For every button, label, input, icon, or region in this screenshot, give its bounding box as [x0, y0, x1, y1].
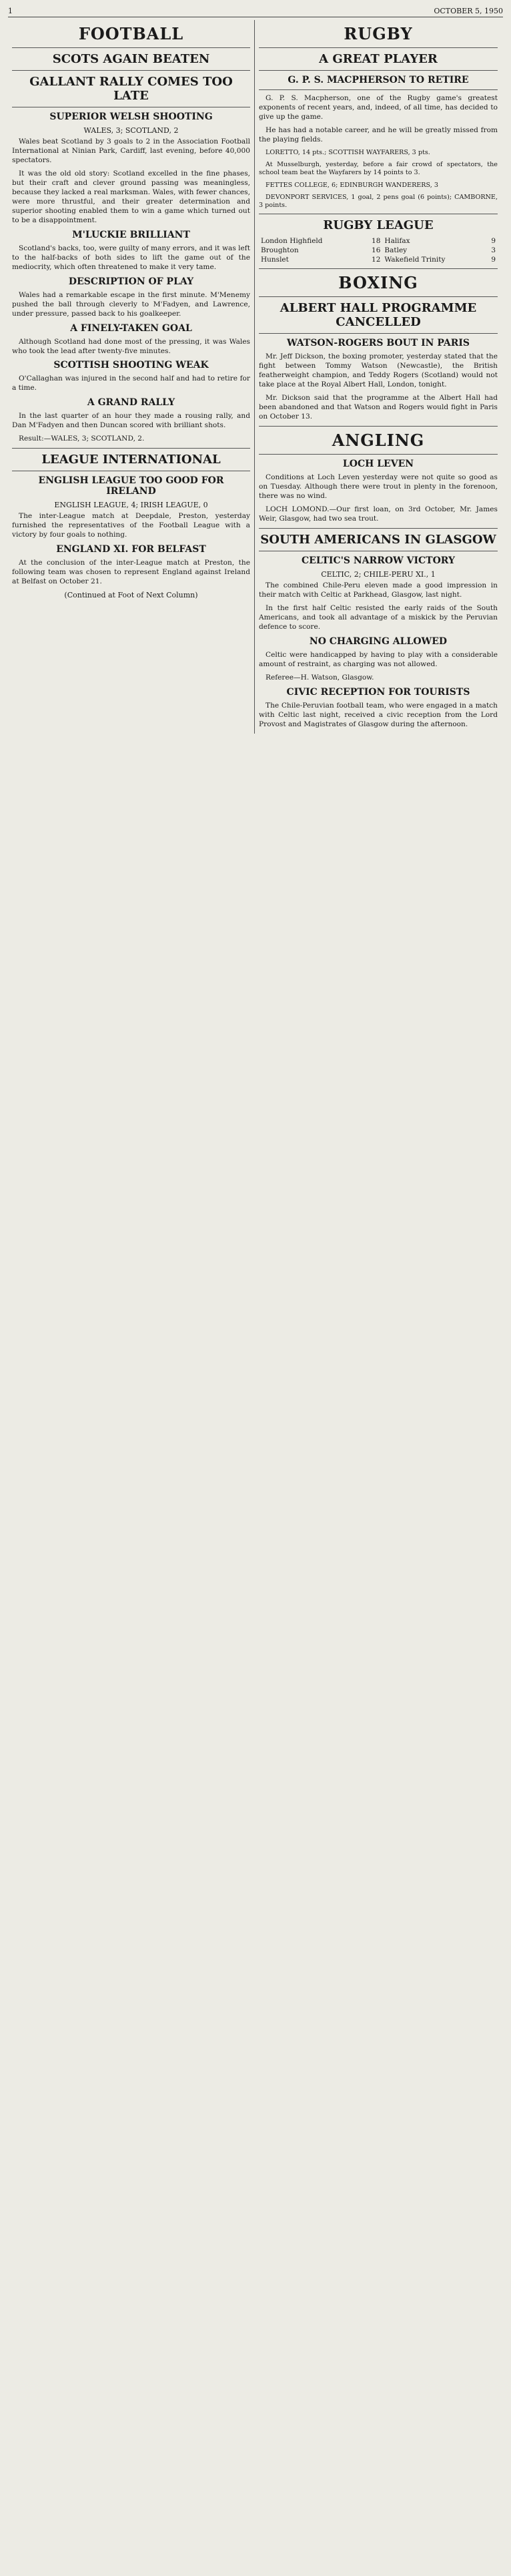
divider	[12, 70, 250, 71]
paragraph: Referee—H. Watson, Glasgow.	[266, 673, 374, 682]
football-column	[8, 20, 255, 734]
rugby-column	[255, 20, 502, 734]
score: 12	[372, 256, 381, 264]
divider	[259, 89, 498, 90]
subhead: SCOTTISH SHOOTING WEAK	[53, 360, 209, 371]
team: Halifax	[384, 237, 410, 246]
paragraph: At the conclusion of the inter-League match at Preston, the following team was chosen to represent England against Ireland at Belfast on October 21.	[12, 559, 250, 586]
divider	[259, 454, 498, 455]
paragraph: G. P. S. Macpherson, one of the Rugby game's greatest exponents of recent years, and, indeed, of all time, has decided to give up the game.	[259, 94, 498, 121]
subhead: CIVIC RECEPTION FOR TOURISTS	[286, 686, 470, 698]
paragraph: Mr. Jeff Dickson, the boxing promoter, yesterday stated that the fight between Tommy Watson (Newcastle), the British featherweight champion, and Teddy Rogers (Scotland) would not take place at the Royal Albert Hall, London, tonight.	[259, 352, 498, 389]
paragraph: Although Scotland had done most of the pressing, it was Wales who took the lead after twenty-five minutes.	[12, 337, 250, 355]
subhead: SUPERIOR WELSH SHOOTING	[49, 111, 213, 122]
paragraph: Conditions at Loch Leven yesterday were not quite so good as on Tuesday. Although there were trout in plenty in the forenoon, there was no wind.	[259, 473, 498, 501]
paragraph: O'Callaghan was injured in the second half and had to retire for a time.	[12, 374, 250, 393]
paragraph: Mr. Dickson said that the programme at the Albert Hall had been abandoned and that Watson and Rogers would fight in Paris on October 13.	[259, 394, 498, 421]
paragraph: The combined Chile-Peru eleven made a good impression in their match with Celtic at Parkhead, Glasgow, last night.	[259, 581, 498, 599]
paragraph: Result:—WALES, 3; SCOTLAND, 2.	[19, 435, 145, 443]
score-line: WALES, 3; SCOTLAND, 2	[83, 126, 179, 135]
paragraph: LOCH LOMOND.—Our first loan, on 3rd October, Mr. James Weir, Glasgow, had two sea trout.	[259, 505, 498, 523]
paragraph: Wales had a remarkable escape in the first minute. M'Menemy pushed the ball through cleverly to M'Fadyen, and Lawrence, under pressure, passed back to his goalkeeper.	[12, 290, 250, 318]
subhead: M'LUCKIE BRILLIANT	[72, 229, 190, 240]
deck: G. P. S. MACPHERSON TO RETIRE	[288, 75, 469, 85]
columns	[8, 20, 503, 734]
score: 3	[491, 246, 496, 255]
divider	[259, 70, 498, 71]
subhead: RUGBY LEAGUE	[323, 218, 434, 233]
section-heading: ANGLING	[332, 431, 425, 451]
subhead: A FINELY-TAKEN GOAL	[70, 322, 192, 334]
paragraph: Scotland's backs, too, were guilty of many errors, and it was left to the half-backs of both sides to lift the game out of the mediocrity, which often threatened to make it very tame.	[12, 244, 250, 271]
divider	[259, 47, 498, 48]
divider	[259, 333, 498, 334]
divider	[12, 448, 250, 449]
section-heading: BOXING	[338, 273, 418, 293]
score: 16	[372, 246, 381, 255]
paragraph: The Chile-Peruvian football team, who were engaged in a match with Celtic last night, received a civic reception from the Lord Provost and Magistrates of Glasgow during the afternoon.	[259, 701, 498, 728]
subhead: LOCH LEVEN	[342, 459, 414, 470]
headline: ALBERT HALL PROGRAMME CANCELLED	[280, 301, 477, 330]
deck: GALLANT RALLY COMES TOO LATE	[29, 75, 233, 103]
paragraph: Celtic were handicapped by having to play with a considerable amount of restraint, as charging was not allowed.	[259, 650, 498, 668]
team: Hunslet	[261, 256, 289, 264]
score: 18	[372, 237, 381, 246]
paragraph: It was the old old story: Scotland excelled in the fine phases, but their craft and clever ground passing was meaningless, because they lacked a real marksman. Wales, with fewer chances, were more thrustful, and their greater determination and superior shooting enabled them to win a game which turned out to be a disappointment.	[12, 169, 250, 224]
page-header	[8, 7, 503, 17]
team: Wakefield Trinity	[384, 256, 446, 264]
section-heading: FOOTBALL	[78, 24, 184, 43]
score-line: ENGLISH LEAGUE, 4; IRISH LEAGUE, 0	[54, 501, 208, 510]
section-heading: RUGBY	[344, 24, 413, 43]
headline: SCOTS AGAIN BEATEN	[52, 52, 210, 66]
rugby-league-table	[259, 236, 498, 264]
paragraph: In the last quarter of an hour they made a rousing rally, and Dan M'Fadyen and then Duncan scored with brilliant shots.	[12, 412, 250, 430]
divider	[259, 268, 498, 269]
subhead: A GRAND RALLY	[87, 397, 175, 409]
paragraph: The inter-League match at Deepdale, Preston, yesterday furnished the representatives of the Football League with a victory by four goals to nothing.	[12, 512, 250, 539]
paragraph: He has had a notable career, and he will be greatly missed from the playing fields.	[259, 125, 498, 144]
divider	[12, 47, 250, 48]
score-line: CELTIC, 2; CHILE-PERU XI., 1	[321, 570, 436, 579]
team: Batley	[384, 246, 408, 255]
paragraph: FETTES COLLEGE, 6; EDINBURGH WANDERERS, 3	[266, 181, 438, 189]
deck: WATSON-ROGERS BOUT IN PARIS	[286, 338, 470, 349]
table-row	[259, 246, 498, 255]
page-date: OCTOBER 5, 1950	[434, 7, 503, 15]
score: 9	[491, 256, 496, 264]
paragraph: LORETTO, 14 pts.; SCOTTISH WAYFARERS, 3 pts.	[266, 148, 430, 156]
headline: A GREAT PLAYER	[319, 52, 438, 66]
paragraph: In the first half Celtic resisted the early raids of the South Americans, and took all advantage of a miskick by the Peruvian defence to score.	[259, 604, 498, 631]
divider	[259, 296, 498, 297]
continued-note: (Continued at Foot of Next Column)	[64, 591, 198, 600]
divider	[259, 528, 498, 529]
score: 9	[491, 237, 496, 246]
table-row	[259, 236, 498, 246]
table-row	[259, 255, 498, 264]
subhead: LEAGUE INTERNATIONAL	[41, 453, 221, 467]
headline: SOUTH AMERICANS IN GLASGOW	[260, 533, 496, 547]
deck: CELTIC'S NARROW VICTORY	[302, 555, 455, 567]
team: London Highfield	[261, 237, 323, 246]
team: Broughton	[261, 246, 299, 255]
divider	[259, 426, 498, 427]
subhead: ENGLISH LEAGUE TOO GOOD FOR IRELAND	[38, 475, 224, 497]
subhead: DESCRIPTION OF PLAY	[68, 276, 194, 287]
paragraph: Wales beat Scotland by 3 goals to 2 in the Association Football International at Ninian Park, Cardiff, last evening, before 40,000 spectators.	[12, 138, 250, 164]
paragraph: At Musselburgh, yesterday, before a fair crowd of spectators, the school team beat the Wayfarers by 14 points to 3.	[259, 161, 498, 177]
page-number: 1	[8, 7, 13, 15]
subhead: NO CHARGING ALLOWED	[309, 635, 448, 647]
results-block	[259, 149, 498, 210]
subhead: ENGLAND XI. FOR BELFAST	[56, 544, 206, 555]
paragraph: DEVONPORT SERVICES, 1 goal, 2 pens goal (6 points); CAMBORNE, 3 points.	[259, 193, 498, 210]
